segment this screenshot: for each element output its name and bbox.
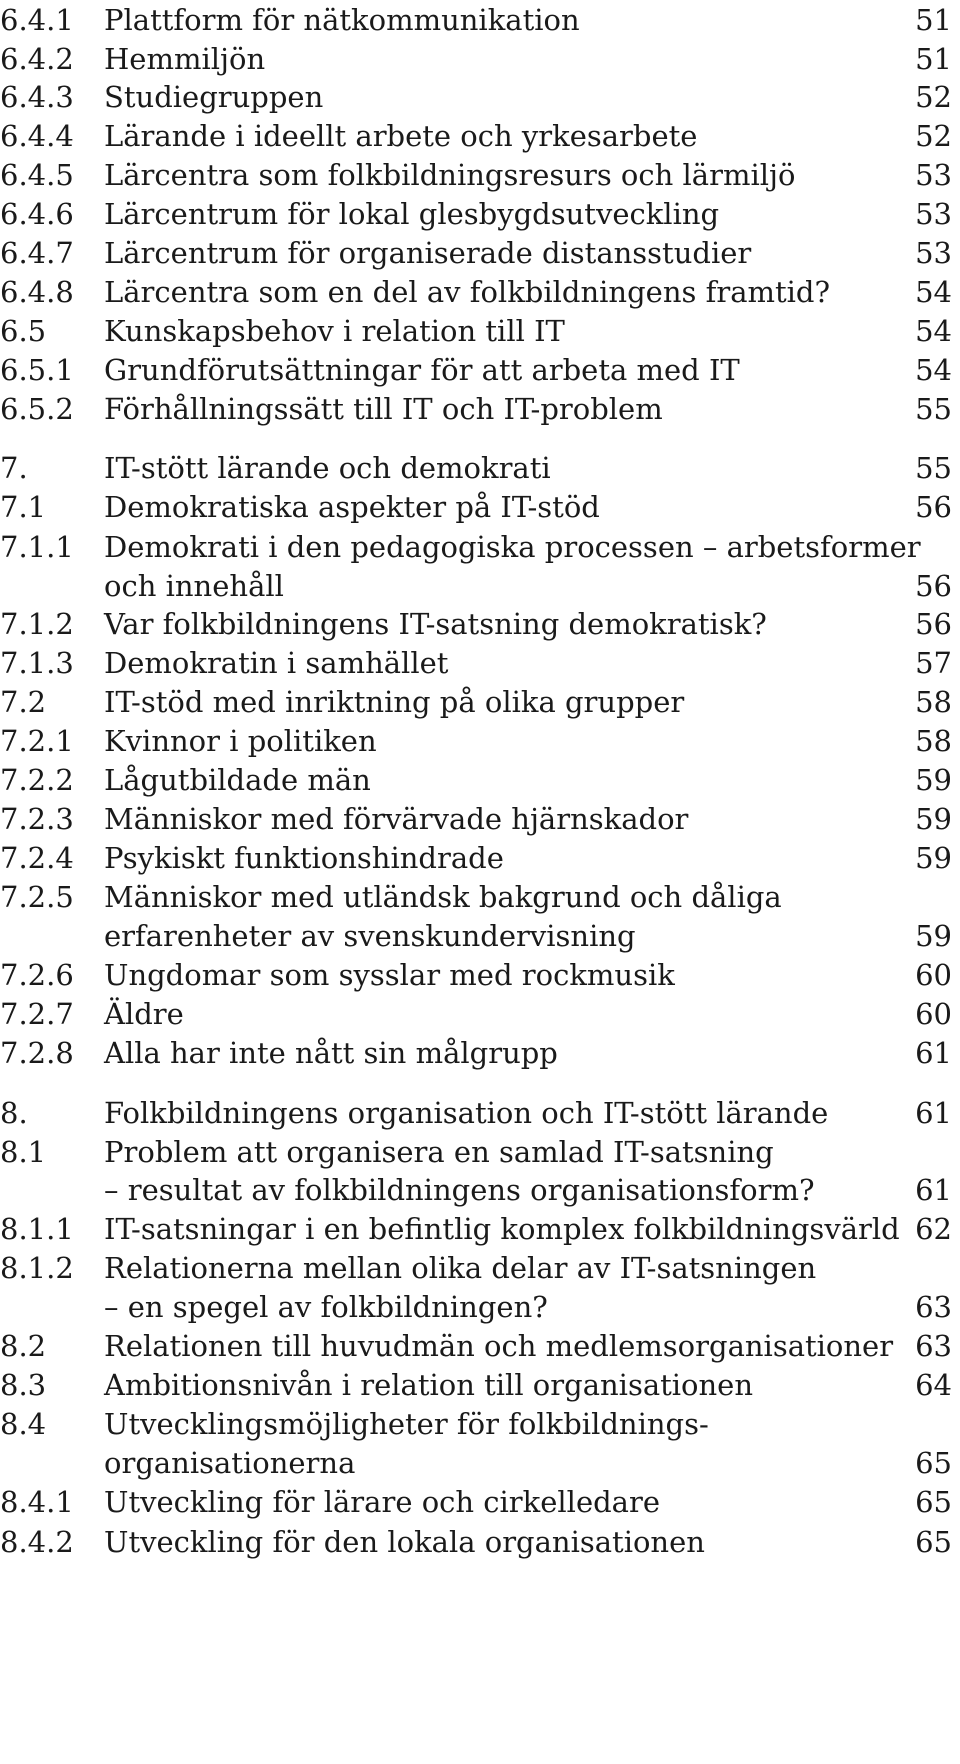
- page-number: 58: [915, 724, 952, 758]
- toc-entry: [0, 352, 960, 388]
- section-title: Var folkbildningens IT-satsning demokratisk?: [104, 607, 767, 641]
- section-number: 7.1.1: [0, 530, 74, 564]
- section-number: 7.1.2: [0, 607, 74, 641]
- section-number: 6.5: [0, 314, 47, 348]
- section-title: Psykiskt funktionshindrade: [104, 841, 504, 875]
- toc-entry: [0, 1524, 960, 1560]
- toc-entry: [0, 840, 960, 876]
- page-number: 58: [915, 685, 952, 719]
- section-number: 6.5.2: [0, 392, 74, 426]
- section-title: Relationen till huvudmän och medlemsorganisationer: [104, 1329, 894, 1363]
- page-number: 56: [915, 569, 952, 603]
- section-title: Lärcentra som en del av folkbildningens framtid?: [104, 275, 831, 309]
- section-title: Utveckling för den lokala organisationen: [104, 1525, 705, 1559]
- toc-entry: [0, 41, 960, 77]
- page-number: 54: [915, 314, 952, 348]
- section-title: Lågutbildade män: [104, 763, 371, 797]
- section-title: Demokratin i samhället: [104, 646, 449, 680]
- toc-entry: [0, 1035, 960, 1071]
- section-title: Kunskapsbehov i relation till IT: [104, 314, 565, 348]
- page-number: 61: [915, 1096, 952, 1130]
- section-title: Lärande i ideellt arbete och yrkesarbete: [104, 119, 698, 153]
- section-number: 7.2.2: [0, 763, 74, 797]
- toc-entry-continuation: [0, 568, 960, 604]
- section-number: 6.4.3: [0, 80, 74, 114]
- page-number: 53: [915, 197, 952, 231]
- toc-entry: [0, 996, 960, 1032]
- toc-entry: [0, 529, 960, 565]
- section-title: Förhållningssätt till IT och IT-problem: [104, 392, 663, 426]
- page-number: 52: [915, 80, 952, 114]
- section-title: IT-satsningar i en befintlig komplex folkbildningsvärld: [104, 1212, 900, 1246]
- toc-entry: [0, 1211, 960, 1247]
- section-title: Ambitionsnivån i relation till organisationen: [104, 1368, 754, 1402]
- section-number: 7.2.6: [0, 958, 74, 992]
- page-number: 53: [915, 158, 952, 192]
- page-number: 65: [915, 1446, 952, 1480]
- section-title: Plattform för nätkommunikation: [104, 3, 580, 37]
- toc-entry: [0, 450, 960, 486]
- page-number: 53: [915, 236, 952, 270]
- section-number: 6.5.1: [0, 353, 74, 387]
- page-number: 55: [915, 392, 952, 426]
- section-title: Äldre: [104, 997, 184, 1031]
- section-number: 6.4.1: [0, 3, 74, 37]
- section-title: Människor med förvärvade hjärnskador: [104, 802, 689, 836]
- section-number: 8.4: [0, 1407, 47, 1441]
- section-number: 8.1: [0, 1135, 47, 1169]
- section-number: 8.1.2: [0, 1251, 74, 1285]
- page-number: 59: [915, 802, 952, 836]
- section-title: Utveckling för lärare och cirkelledare: [104, 1485, 660, 1519]
- section-title: Ungdomar som sysslar med rockmusik: [104, 958, 675, 992]
- section-number: 7.2.5: [0, 880, 74, 914]
- toc-entry: [0, 801, 960, 837]
- toc-entry: [0, 1095, 960, 1131]
- section-title: Lärcentra som folkbildningsresurs och lärmiljö: [104, 158, 796, 192]
- toc-entry: [0, 1406, 960, 1442]
- section-title: Studiegruppen: [104, 80, 324, 114]
- toc-entry: [0, 1484, 960, 1520]
- section-title: – en spegel av folkbildningen?: [104, 1290, 548, 1324]
- toc-entry: [0, 391, 960, 427]
- section-number: 6.4.4: [0, 119, 74, 153]
- section-title: erfarenheter av svenskundervisning: [104, 919, 636, 953]
- page-number: 59: [915, 841, 952, 875]
- section-number: 7.1.3: [0, 646, 74, 680]
- section-title: Grundförutsättningar för att arbeta med IT: [104, 353, 740, 387]
- toc-entry: [0, 313, 960, 349]
- section-number: 7.: [0, 451, 28, 485]
- page-number: 63: [915, 1329, 952, 1363]
- toc-entry: [0, 762, 960, 798]
- section-number: 6.4.6: [0, 197, 74, 231]
- page-number: 64: [915, 1368, 952, 1402]
- section-number: 7.2.8: [0, 1036, 74, 1070]
- section-title: organisationerna: [104, 1446, 356, 1480]
- toc-entry: [0, 879, 960, 915]
- toc-entry: [0, 1328, 960, 1364]
- toc-entry: [0, 684, 960, 720]
- page-number: 59: [915, 919, 952, 953]
- toc-entry-continuation: [0, 1289, 960, 1325]
- section-title: Hemmiljön: [104, 42, 266, 76]
- page-number: 54: [915, 353, 952, 387]
- section-number: 8.4.2: [0, 1525, 74, 1559]
- section-title: IT-stöd med inriktning på olika grupper: [104, 685, 685, 719]
- toc-entry: [0, 957, 960, 993]
- section-number: 7.1: [0, 490, 47, 524]
- section-title: Demokratiska aspekter på IT-stöd: [104, 490, 600, 524]
- page-number: 65: [915, 1485, 952, 1519]
- section-title: IT-stött lärande och demokrati: [104, 451, 551, 485]
- section-title: Kvinnor i politiken: [104, 724, 377, 758]
- page-number: 51: [915, 3, 952, 37]
- section-number: 7.2.4: [0, 841, 74, 875]
- section-number: 6.4.8: [0, 275, 74, 309]
- section-title: Folkbildningens organisation och IT-stött lärande: [104, 1096, 829, 1130]
- toc-entry: [0, 1250, 960, 1286]
- section-title: Lärcentrum för lokal glesbygdsutveckling: [104, 197, 720, 231]
- section-number: 6.4.5: [0, 158, 74, 192]
- toc-entry: [0, 606, 960, 642]
- page-number: 56: [915, 490, 952, 524]
- page-number: 65: [915, 1525, 952, 1559]
- toc-entry: [0, 489, 960, 525]
- section-number: 6.4.7: [0, 236, 74, 270]
- page-number: 59: [915, 763, 952, 797]
- page-number: 57: [915, 646, 952, 680]
- toc-entry: [0, 2, 960, 38]
- section-number: 7.2.7: [0, 997, 74, 1031]
- section-number: 8.2: [0, 1329, 47, 1363]
- section-title: Lärcentrum för organiserade distansstudier: [104, 236, 752, 270]
- toc-entry: [0, 723, 960, 759]
- page-number: 62: [915, 1212, 952, 1246]
- toc-entry-continuation: [0, 918, 960, 954]
- section-title: Problem att organisera en samlad IT-satsning: [104, 1135, 774, 1169]
- section-number: 8.4.1: [0, 1485, 74, 1519]
- toc-entry: [0, 1134, 960, 1170]
- section-number: 8.1.1: [0, 1212, 74, 1246]
- section-number: 7.2: [0, 685, 47, 719]
- toc-entry: [0, 196, 960, 232]
- toc-entry-continuation: [0, 1445, 960, 1481]
- page-number: 51: [915, 42, 952, 76]
- section-title: Alla har inte nått sin målgrupp: [104, 1036, 558, 1070]
- section-number: 7.2.3: [0, 802, 74, 836]
- toc-entry: [0, 1367, 960, 1403]
- toc-entry: [0, 274, 960, 310]
- section-number: 6.4.2: [0, 42, 74, 76]
- toc-entry: [0, 645, 960, 681]
- toc-entry: [0, 157, 960, 193]
- section-number: 8.3: [0, 1368, 47, 1402]
- toc-entry: [0, 235, 960, 271]
- section-number: 7.2.1: [0, 724, 74, 758]
- page-number: 63: [915, 1290, 952, 1324]
- section-title: Människor med utländsk bakgrund och dåliga: [104, 880, 782, 914]
- page-number: 55: [915, 451, 952, 485]
- page-number: 61: [915, 1036, 952, 1070]
- section-number: 8.: [0, 1096, 28, 1130]
- section-title: Utvecklingsmöjligheter för folkbildnings-: [104, 1407, 709, 1441]
- page-number: 52: [915, 119, 952, 153]
- toc-entry: [0, 118, 960, 154]
- toc-entry: [0, 79, 960, 115]
- section-title: och innehåll: [104, 569, 284, 603]
- page-number: 56: [915, 607, 952, 641]
- toc-entry-continuation: [0, 1172, 960, 1208]
- section-title: Demokrati i den pedagogiska processen – arbetsformer: [104, 530, 921, 564]
- page-number: 60: [915, 997, 952, 1031]
- page-number: 60: [915, 958, 952, 992]
- page-number: 61: [915, 1173, 952, 1207]
- section-title: Relationerna mellan olika delar av IT-satsningen: [104, 1251, 817, 1285]
- section-title: – resultat av folkbildningens organisationsform?: [104, 1173, 815, 1207]
- page-number: 54: [915, 275, 952, 309]
